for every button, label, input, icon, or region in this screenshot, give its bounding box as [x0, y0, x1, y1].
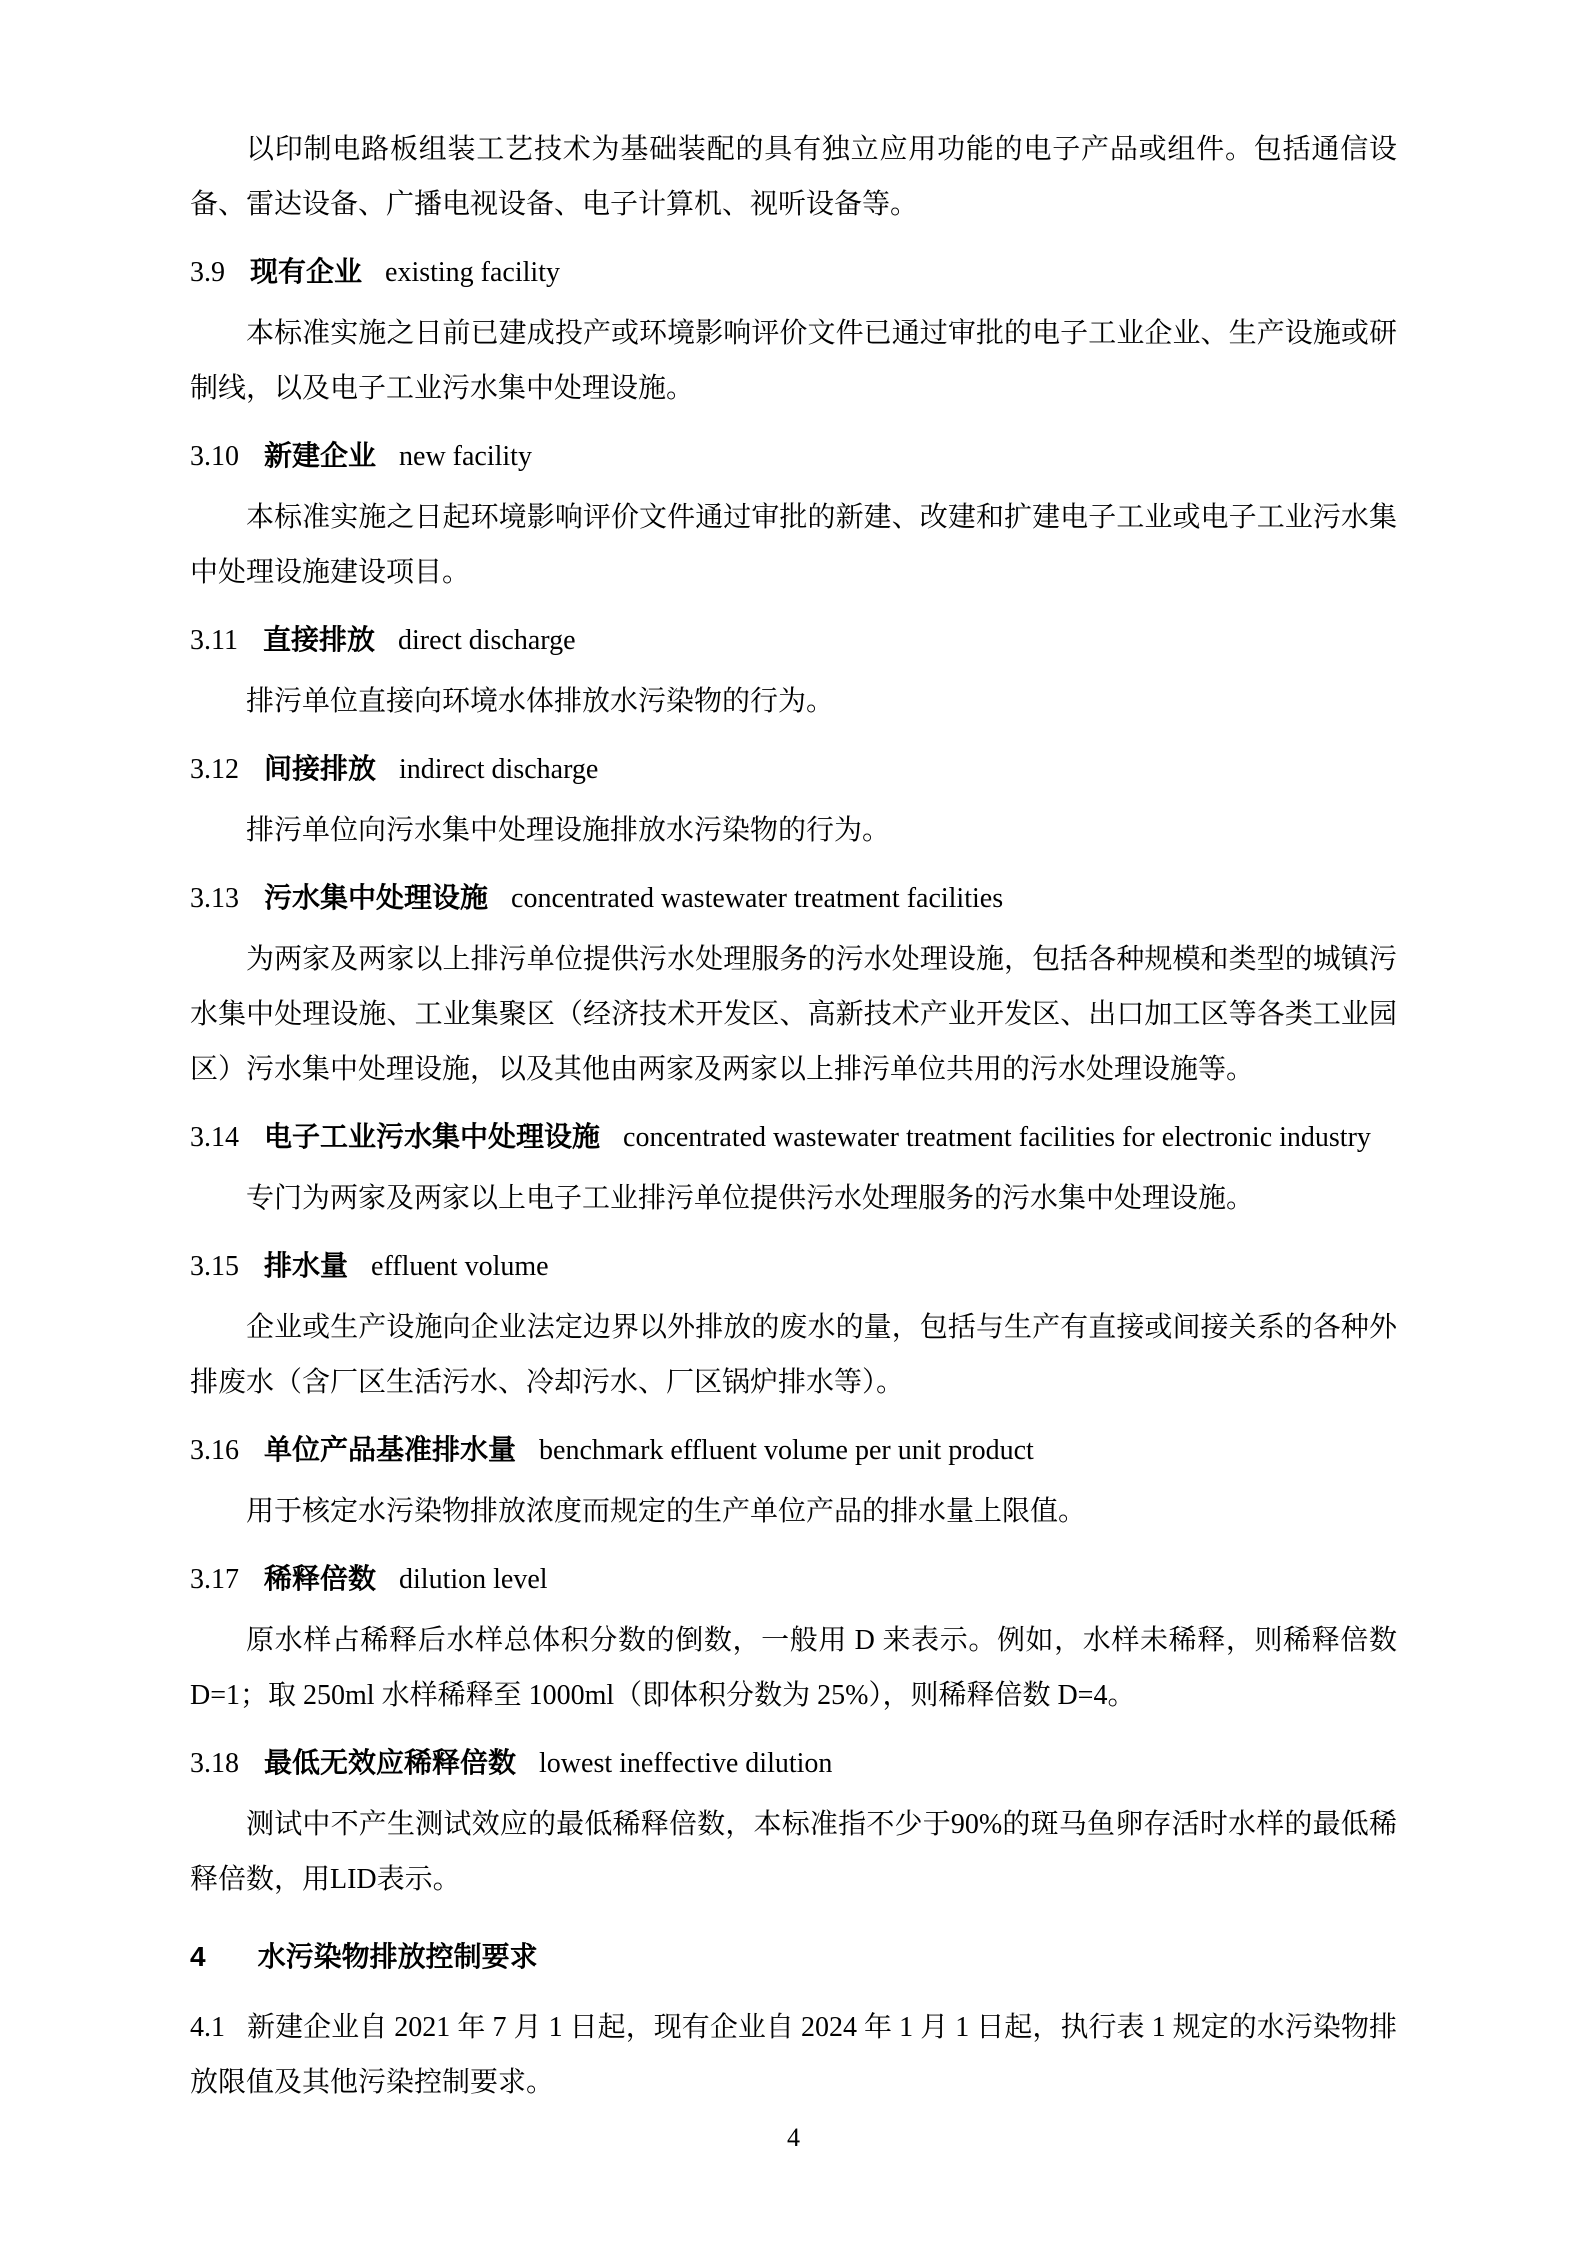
clause-body: 新建企业自 2021 年 7 月 1 日起，现有企业自 2024 年 1 月 1 日起，执行表 1 规定的水污染物排放限值及其他污染控制要求。: [190, 2012, 1397, 2098]
definition-heading-3-10: [190, 428, 1397, 484]
definition-body: 测试中不产生测试效应的最低稀释倍数，本标准指不少于90%的斑马鱼卵存活时水样的最低稀释倍数，用LID表示。: [190, 1809, 1397, 1895]
term-english: concentrated wastewater treatment facilities: [511, 883, 1004, 914]
term-chinese: 排水量: [264, 1250, 349, 1281]
definition-heading-3-16: [190, 1422, 1397, 1478]
clause-number: 3.15: [190, 1251, 239, 1282]
clause-number: 3.14: [190, 1122, 239, 1153]
definition-heading-3-9: [190, 244, 1397, 300]
definition-heading-3-11: [190, 612, 1397, 668]
term-chinese: 直接排放: [262, 624, 375, 655]
clause-number: 3.10: [190, 441, 239, 472]
term-chinese: 新建企业: [264, 440, 377, 471]
term-english: indirect discharge: [399, 754, 599, 785]
definition-heading-3-15: [190, 1238, 1397, 1294]
term-english: dilution level: [399, 1564, 548, 1595]
chapter-number: 4: [190, 1941, 206, 1972]
term-english: direct discharge: [397, 625, 576, 656]
term-chinese: 最低无效应稀释倍数: [264, 1747, 517, 1778]
definition-body: 排污单位向污水集中处理设施排放水污染物的行为。: [246, 815, 891, 846]
term-english: effluent volume: [371, 1251, 549, 1282]
term-chinese: 电子工业污水集中处理设施: [264, 1121, 601, 1152]
definition-body: 为两家及两家以上排污单位提供污水处理服务的污水处理设施，包括各种规模和类型的城镇污水集中处理设施、工业集聚区（经济技术开发区、高新技术产业开发区、出口加工区等各类工业园区）污水集中处理设施，以及其他由两家及两家以上排污单位共用的污水处理设施等。: [190, 944, 1397, 1085]
term-chinese: 单位产品基准排水量: [264, 1434, 517, 1465]
definition-heading-3-13: [190, 870, 1397, 926]
clause-number: 3.18: [190, 1748, 239, 1779]
term-chinese: 现有企业: [250, 256, 363, 287]
term-english: lowest ineffective dilution: [539, 1748, 833, 1779]
clause-4-1: [190, 2000, 1397, 2110]
clause-number: 3.16: [190, 1435, 239, 1466]
page-number: 4: [787, 2123, 800, 2152]
term-english: benchmark effluent volume per unit product: [539, 1435, 1034, 1466]
clause-number: 3.13: [190, 883, 239, 914]
definition-heading-3-14: [190, 1109, 1397, 1165]
definition-body: 企业或生产设施向企业法定边界以外排放的废水的量，包括与生产有直接或间接关系的各种外排废水（含厂区生活污水、冷却污水、厂区锅炉排水等）。: [190, 1312, 1397, 1398]
chapter-heading: [190, 1929, 1397, 1984]
term-english: concentrated wastewater treatment facilities for electronic industry: [623, 1122, 1371, 1153]
definition-body: 排污单位直接向环境水体排放水污染物的行为。: [246, 686, 835, 717]
chapter-title: 水污染物排放控制要求: [257, 1941, 538, 1972]
definition-heading-3-17: [190, 1551, 1397, 1607]
clause-number: 4.1: [190, 2012, 225, 2043]
term-english: existing facility: [385, 257, 560, 288]
definition-body: 本标准实施之日起环境影响评价文件通过审批的新建、改建和扩建电子工业或电子工业污水集中处理设施建设项目。: [190, 502, 1397, 588]
definition-body: 本标准实施之日前已建成投产或环境影响评价文件已通过审批的电子工业企业、生产设施或研制线，以及电子工业污水集中处理设施。: [190, 318, 1397, 404]
definition-heading-3-18: [190, 1735, 1397, 1791]
clause-number: 3.12: [190, 754, 239, 785]
definition-heading-3-12: [190, 741, 1397, 797]
clause-number: 3.9: [190, 257, 225, 288]
definition-body: 专门为两家及两家以上电子工业排污单位提供污水处理服务的污水集中处理设施。: [246, 1183, 1255, 1214]
definition-body: 用于核定水污染物排放浓度而规定的生产单位产品的排水量上限值。: [246, 1496, 1087, 1527]
term-chinese: 间接排放: [264, 753, 377, 784]
definition-body: 原水样占稀释后水样总体积分数的倒数，一般用 D 来表示。例如，水样未稀释，则稀释倍数 D=1；取 250ml 水样稀释至 1000ml（即体积分数为 25%），则稀释倍数 D=4。: [190, 1625, 1397, 1711]
term-chinese: 稀释倍数: [264, 1563, 377, 1594]
intro-paragraph: 以印制电路板组装工艺技术为基础装配的具有独立应用功能的电子产品或组件。包括通信设备、雷达设备、广播电视设备、电子计算机、视听设备等。: [190, 134, 1397, 220]
clause-number: 3.17: [190, 1564, 239, 1595]
term-english: new facility: [399, 441, 532, 472]
term-chinese: 污水集中处理设施: [264, 882, 489, 913]
clause-number: 3.11: [190, 625, 238, 656]
